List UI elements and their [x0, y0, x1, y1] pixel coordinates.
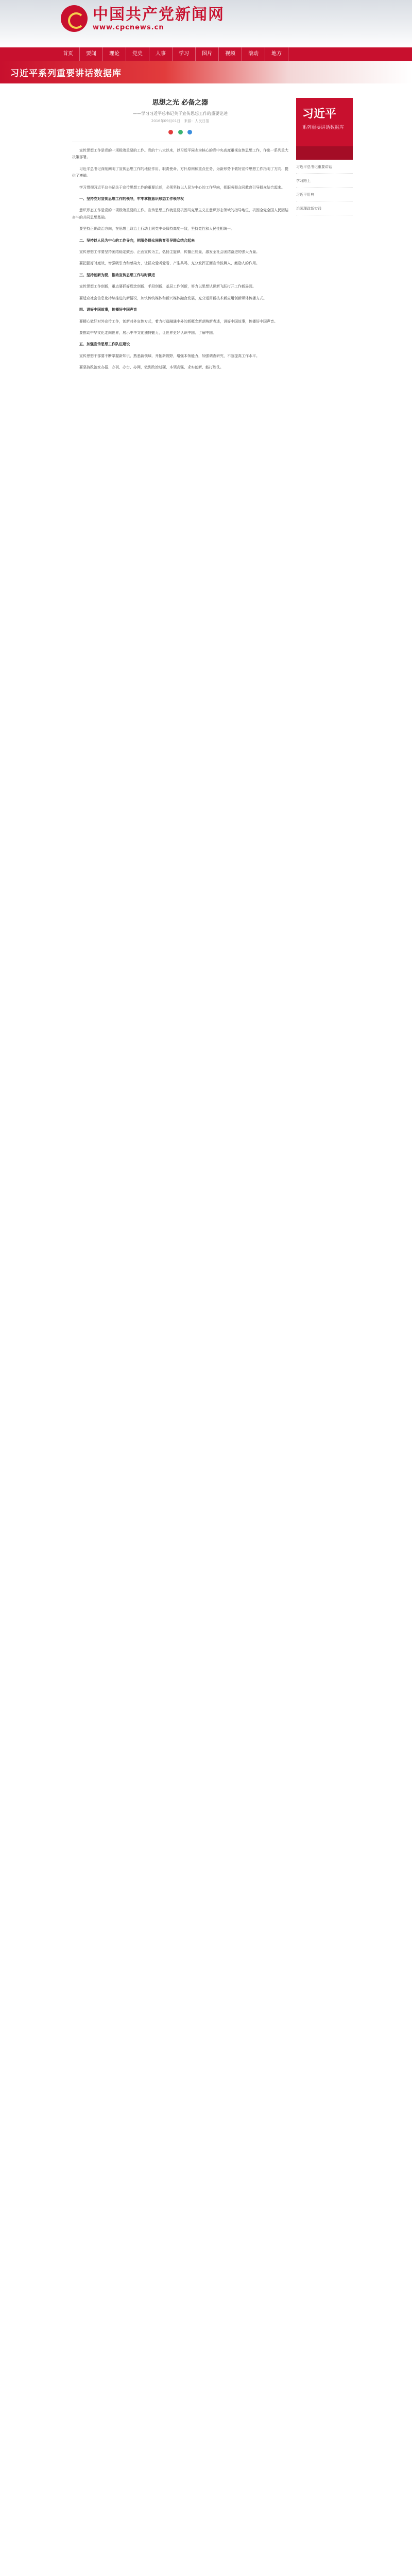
top-banner — [0, 0, 412, 47]
site-url: www.cpcnews.cn — [93, 23, 164, 31]
article-paragraph: 宣传思想干部要不断掌握新知识、熟悉新领域、开拓新视野，增强本领能力，加强调查研究，不断提高工作水平。 — [79, 353, 260, 358]
channel-title[interactable]: 习近平系列重要讲话数据库 — [10, 69, 122, 79]
article-paragraph: 要精心做好对外宣传工作，创新对外宣传方式，着力打造融通中外的新概念新范畴新表述，讲好中国故事，传播好中国声音。 — [79, 319, 278, 324]
nav-item[interactable]: 滚动 — [242, 47, 265, 61]
article-paragraph: 要把握好时度效，增强吸引力和感染力，让群众爱听爱看、产生共鸣，充分发挥正面宣传鼓舞人、激励人的作用。 — [79, 261, 260, 266]
section-heading: 一、坚持党对宣传思想工作的领导，牢牢掌握意识形态工作领导权 — [79, 197, 184, 201]
qzone-share-icon[interactable] — [187, 130, 192, 134]
section-heading: 二、坚持以人民为中心的工作导向，把服务群众同教育引导群众结合起来 — [79, 238, 195, 243]
sidebar — [296, 98, 353, 215]
logo-text — [93, 6, 225, 31]
nav-item[interactable]: 首页 — [57, 47, 80, 61]
nav-item[interactable]: 视频 — [219, 47, 242, 61]
article-body — [72, 147, 288, 371]
site-name: 中国共产党新闻网 — [93, 5, 225, 24]
sidebar-link[interactable]: 学习路上 — [296, 178, 353, 188]
party-emblem-icon — [61, 5, 88, 32]
nav-item[interactable]: 人事 — [149, 47, 173, 61]
weibo-share-icon[interactable] — [168, 130, 173, 134]
site-logo[interactable] — [61, 5, 225, 32]
article-paragraph: 宣传思想工作创新，重点要抓好理念创新、手段创新、基层工作创新，努力以思想认识新飞跃打开工作新局面。 — [79, 284, 256, 289]
main-nav — [0, 47, 412, 61]
database-promo-card[interactable] — [296, 98, 353, 160]
article-paragraph: 要坚持政治家办报、办刊、办台、办网，做到政治过硬、本领高强、求实创新、能打胜仗。 — [79, 365, 224, 370]
section-heading: 五、加强宣传思想工作队伍建设 — [79, 342, 130, 347]
article-paragraph: 要推动中华文化走向世界，展示中华文化独特魅力，让世界更好认识中国、了解中国。 — [79, 330, 216, 335]
section-heading: 四、讲好中国故事，传播好中国声音 — [79, 308, 137, 312]
nav-item[interactable]: 学习 — [173, 47, 196, 61]
article-paragraph: 习近平总书记深刻阐明了宣传思想工作的地位作用、职责使命、方针原则和重点任务，为新形势下做好宣传思想工作指明了方向、提供了遵循。 — [72, 166, 288, 178]
promo-card-title: 习近平 — [302, 107, 337, 121]
nav-item[interactable]: 要闻 — [80, 47, 103, 61]
article-paragraph: 学习贯彻习近平总书记关于宣传思想工作的重要论述，必须坚持以人民为中心的工作导向，把服务群众同教育引导群众结合起来。 — [79, 185, 285, 190]
article-paragraph: 要坚持正确政治方向，在思想上政治上行动上同党中央保持高度一致，坚持党性和人民性相统一。 — [79, 227, 234, 231]
sidebar-link[interactable]: 习近平用典 — [296, 192, 353, 201]
channel-banner — [0, 61, 412, 83]
article-paragraph: 宣传思想工作要坚持团结稳定鼓劲、正面宣传为主，弘扬主旋律，传播正能量，激发全社会团结奋进的强大力量。 — [79, 250, 260, 255]
wechat-share-icon[interactable] — [178, 130, 183, 134]
section-heading: 三、坚持创新为要，推动宣传思想工作与时俱进 — [79, 273, 155, 277]
article-paragraph: 意识形态工作是党的一项极端重要的工作。宣传思想工作就是要巩固马克思主义在意识形态领域的指导地位，巩固全党全国人民团结奋斗的共同思想基础。 — [72, 208, 288, 219]
sidebar-link[interactable]: 习近平总书记重要讲话 — [296, 164, 353, 174]
promo-card-stripe — [296, 146, 353, 160]
article-paragraph: 宣传思想工作是党的一项极端重要的工作。党的十八大以来，以习近平同志为核心的党中央高度重视宣传思想工作，作出一系列重大决策部署。 — [72, 148, 288, 160]
share-bar — [72, 127, 288, 137]
sidebar-link[interactable]: 治国理政新实践 — [296, 206, 353, 215]
article-main — [72, 98, 288, 376]
article-subtitle: ——学习习近平总书记关于宣传思想工作的重要论述 — [133, 111, 228, 116]
article-meta: 2016年09月01日 来源：人民日报 — [151, 119, 210, 123]
nav-item[interactable]: 理论 — [103, 47, 126, 61]
nav-item[interactable]: 地方 — [265, 47, 288, 61]
promo-card-subtitle: 系列重要讲话数据库 — [302, 125, 345, 130]
nav-item[interactable]: 图片 — [196, 47, 219, 61]
nav-item[interactable]: 党史 — [126, 47, 149, 61]
article-paragraph: 要适应社会信息化持续推进的新情况，加快传统媒体和新兴媒体融合发展，充分运用新技术新应用创新媒体传播方式。 — [79, 296, 267, 300]
article-title: 思想之光 必备之器 — [152, 99, 209, 107]
